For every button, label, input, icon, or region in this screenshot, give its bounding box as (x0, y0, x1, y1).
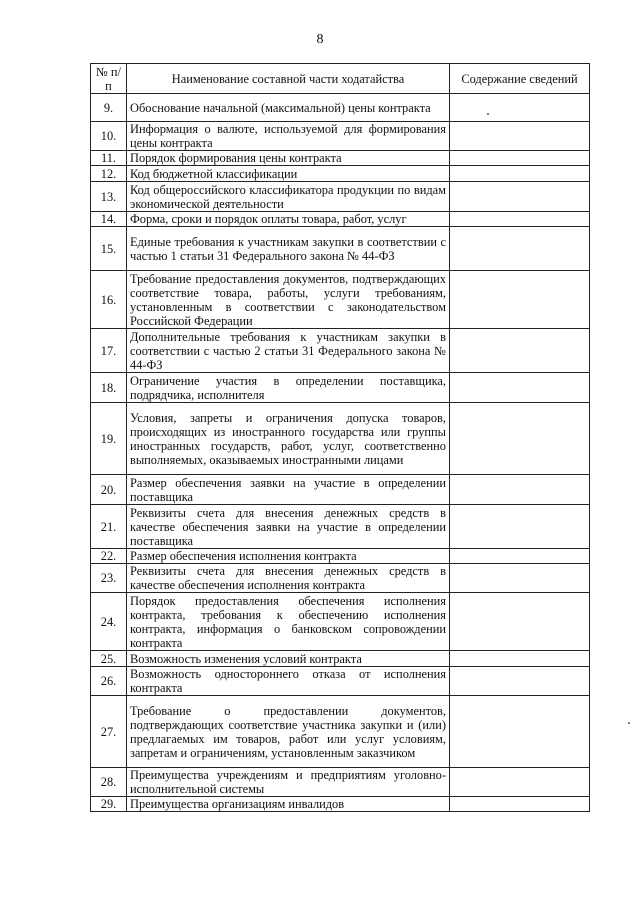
page-number: 8 (316, 32, 324, 47)
row-content (450, 549, 590, 564)
row-content (450, 151, 590, 166)
row-name: Реквизиты счета для внесения денежных средств в качестве обеспечения заявки на участие в определении поставщика (127, 505, 450, 549)
row-number: 11. (91, 151, 127, 166)
row-number: 12. (91, 166, 127, 182)
row-name: Ограничение участия в определении поставщика, подрядчика, исполнителя (127, 373, 450, 403)
row-name: Возможность одностороннего отказа от исполнения контракта (127, 667, 450, 696)
row-name: Возможность изменения условий контракта (127, 651, 450, 667)
row-content (450, 797, 590, 812)
row-number: 27. (91, 696, 127, 768)
row-number: 15. (91, 227, 127, 271)
table-row (91, 329, 590, 373)
row-number: 21. (91, 505, 127, 549)
row-number: 17. (91, 329, 127, 373)
row-number: 24. (91, 593, 127, 651)
table-row (91, 475, 590, 505)
row-name: Код бюджетной классификации (127, 166, 450, 182)
table-row (91, 768, 590, 797)
row-name: Порядок формирования цены контракта (127, 151, 450, 166)
table-row (91, 182, 590, 212)
row-content (450, 593, 590, 651)
header-content: Содержание сведений (450, 64, 590, 94)
row-number: 19. (91, 403, 127, 475)
table-row (91, 271, 590, 329)
row-name: Порядок предоставления обеспечения исполнения контракта, требования к обеспечению исполнения контракта, информация о банковском сопровождении контракта (127, 593, 450, 651)
row-name: Информация о валюте, используемой для формирования цены контракта (127, 122, 450, 151)
row-content (450, 94, 590, 122)
row-content (450, 696, 590, 768)
table-row (91, 593, 590, 651)
row-content (450, 505, 590, 549)
application-parts-table (90, 63, 590, 812)
row-content (450, 271, 590, 329)
row-name: Единые требования к участникам закупки в соответствии с частью 1 статьи 31 Федерального закона № 44-ФЗ (127, 227, 450, 271)
row-name: Код общероссийского классификатора продукции по видам экономической деятельности (127, 182, 450, 212)
row-content (450, 403, 590, 475)
row-content (450, 329, 590, 373)
row-name: Реквизиты счета для внесения денежных средств в качестве обеспечения исполнения контракта (127, 564, 450, 593)
table-header-row (91, 64, 590, 94)
table-row (91, 94, 590, 122)
table-row (91, 797, 590, 812)
row-number: 16. (91, 271, 127, 329)
table-row (91, 122, 590, 151)
table-row (91, 696, 590, 768)
row-content (450, 475, 590, 505)
row-content (450, 227, 590, 271)
table-row (91, 564, 590, 593)
row-number: 26. (91, 667, 127, 696)
row-content (450, 651, 590, 667)
row-name: Преимущества учреждениям и предприятиям уголовно-исполнительной системы (127, 768, 450, 797)
row-name: Форма, сроки и порядок оплаты товара, работ, услуг (127, 212, 450, 227)
scan-speck (628, 722, 630, 724)
row-content (450, 667, 590, 696)
row-number: 22. (91, 549, 127, 564)
row-number: 20. (91, 475, 127, 505)
header-num: № п/п (91, 64, 127, 94)
row-content (450, 182, 590, 212)
table-row (91, 212, 590, 227)
row-name: Требование предоставления документов, подтверждающих соответствие товара, работы, услуги требованиям, установленным в соответствии с законодательством Российской Федерации (127, 271, 450, 329)
row-content (450, 768, 590, 797)
table-row (91, 373, 590, 403)
header-name: Наименование составной части ходатайства (127, 64, 450, 94)
row-name: Преимущества организациям инвалидов (127, 797, 450, 812)
row-name: Размер обеспечения заявки на участие в определении поставщика (127, 475, 450, 505)
row-number: 18. (91, 373, 127, 403)
table-row (91, 151, 590, 166)
table-row (91, 549, 590, 564)
row-content (450, 212, 590, 227)
row-name: Обоснование начальной (максимальной) цены контракта (127, 94, 450, 122)
row-content (450, 373, 590, 403)
table-row (91, 227, 590, 271)
row-number: 9. (91, 94, 127, 122)
table-row (91, 166, 590, 182)
row-number: 28. (91, 768, 127, 797)
row-number: 13. (91, 182, 127, 212)
row-content (450, 122, 590, 151)
row-number: 10. (91, 122, 127, 151)
scan-speck (487, 113, 489, 115)
row-content (450, 564, 590, 593)
table-row (91, 505, 590, 549)
row-number: 23. (91, 564, 127, 593)
row-name: Условия, запреты и ограничения допуска товаров, происходящих из иностранного государства или группы иностранных государств, работ, услуг, соответственно выполняемых, оказываемых иностранными лицами (127, 403, 450, 475)
row-name: Размер обеспечения исполнения контракта (127, 549, 450, 564)
row-name: Дополнительные требования к участникам закупки в соответствии с частью 2 статьи 31 Федерального закона № 44-ФЗ (127, 329, 450, 373)
row-number: 25. (91, 651, 127, 667)
row-number: 29. (91, 797, 127, 812)
row-content (450, 166, 590, 182)
row-number: 14. (91, 212, 127, 227)
row-name: Требование о предоставлении документов, подтверждающих соответствие участника закупки и (или) предлагаемых им товаров, работ или услуг условиям, запретам и ограничениям, установленным заказчиком (127, 696, 450, 768)
table-row (91, 667, 590, 696)
table-row (91, 651, 590, 667)
table-row (91, 403, 590, 475)
